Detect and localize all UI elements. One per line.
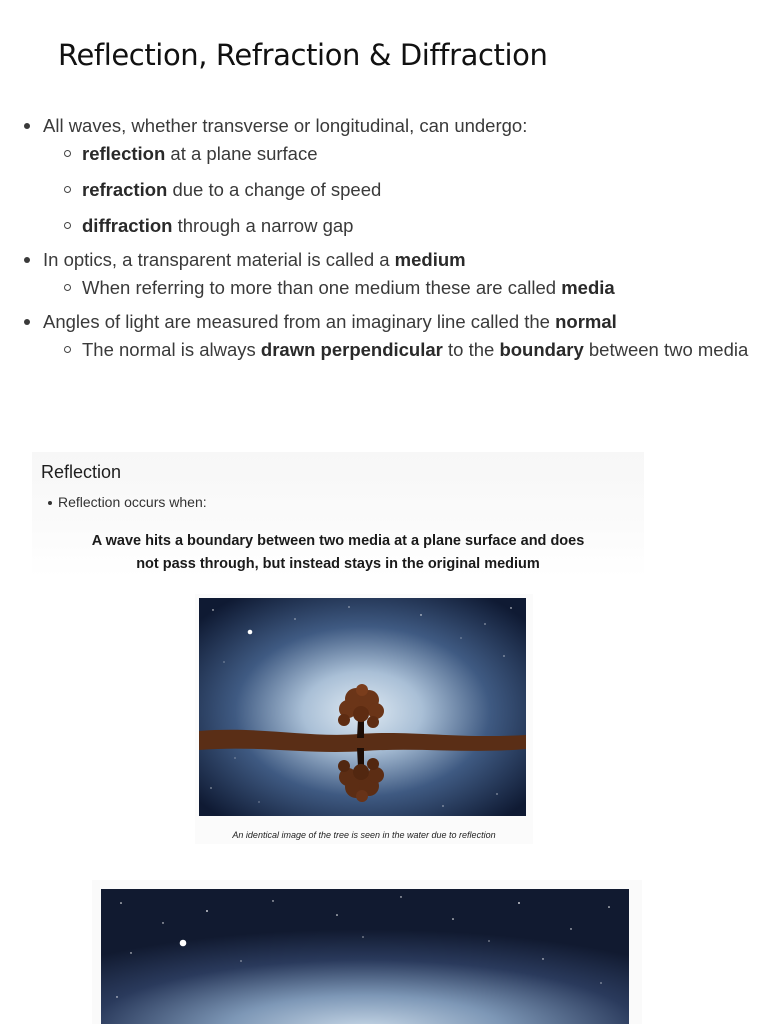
definition-line: A wave hits a boundary between two media at a plane surface and does	[91, 533, 585, 549]
reflection-card	[32, 452, 644, 578]
sub-bullet-item	[68, 212, 750, 240]
text-segment: Angles of light are measured from an imaginary line called the	[43, 311, 556, 332]
tree-reflection-figure	[195, 594, 533, 844]
night-sky-illustration	[101, 889, 629, 1024]
sub-bullet-list	[68, 140, 750, 240]
bullet-dot	[24, 123, 30, 129]
bold-term: diffraction	[82, 215, 173, 236]
sub-bullet-marker	[64, 222, 71, 229]
bullet-text	[43, 112, 750, 140]
figure-caption: An identical image of the tree is seen in the water due to reflection	[232, 830, 496, 840]
reflection-bullet	[58, 494, 207, 510]
reflection-definition	[32, 530, 644, 576]
text-segment: between two media	[583, 339, 749, 360]
bullet-text	[43, 308, 750, 336]
sub-bullet-list	[68, 336, 750, 364]
sub-bullet-marker	[64, 346, 71, 353]
sub-bullet-list	[68, 274, 750, 302]
bold-term: medium	[394, 249, 466, 270]
text-segment: All waves, whether transverse or longitudinal, can undergo:	[43, 115, 528, 136]
reflection-bullet-text: Reflection occurs when:	[58, 494, 207, 510]
sub-bullet-item	[68, 176, 750, 204]
text-segment: When referring to more than one medium these are called	[82, 277, 562, 298]
reflection-heading: Reflection	[41, 462, 122, 482]
bold-term: media	[561, 277, 615, 298]
bold-term: refraction	[82, 179, 168, 200]
bullet-dot	[48, 501, 52, 505]
bold-term: reflection	[82, 143, 166, 164]
text-segment: through a narrow gap	[172, 215, 354, 236]
text-segment: due to a change of speed	[167, 179, 382, 200]
bold-term: normal	[555, 311, 617, 332]
bullet-dot	[24, 319, 30, 325]
moon	[248, 630, 253, 635]
page-title: Reflection, Refraction & Diffraction	[58, 38, 548, 72]
night-sky	[101, 889, 629, 1024]
sub-bullet-item	[68, 274, 750, 302]
bold-term: drawn perpendicular	[260, 339, 443, 360]
bullet-text	[43, 246, 750, 274]
sub-bullet-marker	[64, 284, 71, 291]
text-segment: The normal is always	[82, 339, 261, 360]
text-segment: to the	[442, 339, 500, 360]
tree-reflection-illustration	[199, 598, 526, 816]
definition-line: not pass through, but instead stays in the original medium	[136, 556, 540, 572]
bullet-dot	[24, 257, 30, 263]
text-segment: at a plane surface	[165, 143, 318, 164]
bold-term: boundary	[499, 339, 584, 360]
bullet-item	[20, 246, 750, 302]
sub-bullet-marker	[64, 150, 71, 157]
sub-bullet-marker	[64, 186, 71, 193]
sub-bullet-item	[68, 140, 750, 168]
bullet-item	[20, 308, 750, 364]
moon	[180, 940, 187, 947]
text-segment: In optics, a transparent material is called a	[43, 249, 395, 270]
bullet-item	[20, 112, 750, 240]
sub-bullet-item	[68, 336, 750, 364]
bullet-list	[20, 112, 750, 370]
second-figure	[92, 880, 642, 1024]
